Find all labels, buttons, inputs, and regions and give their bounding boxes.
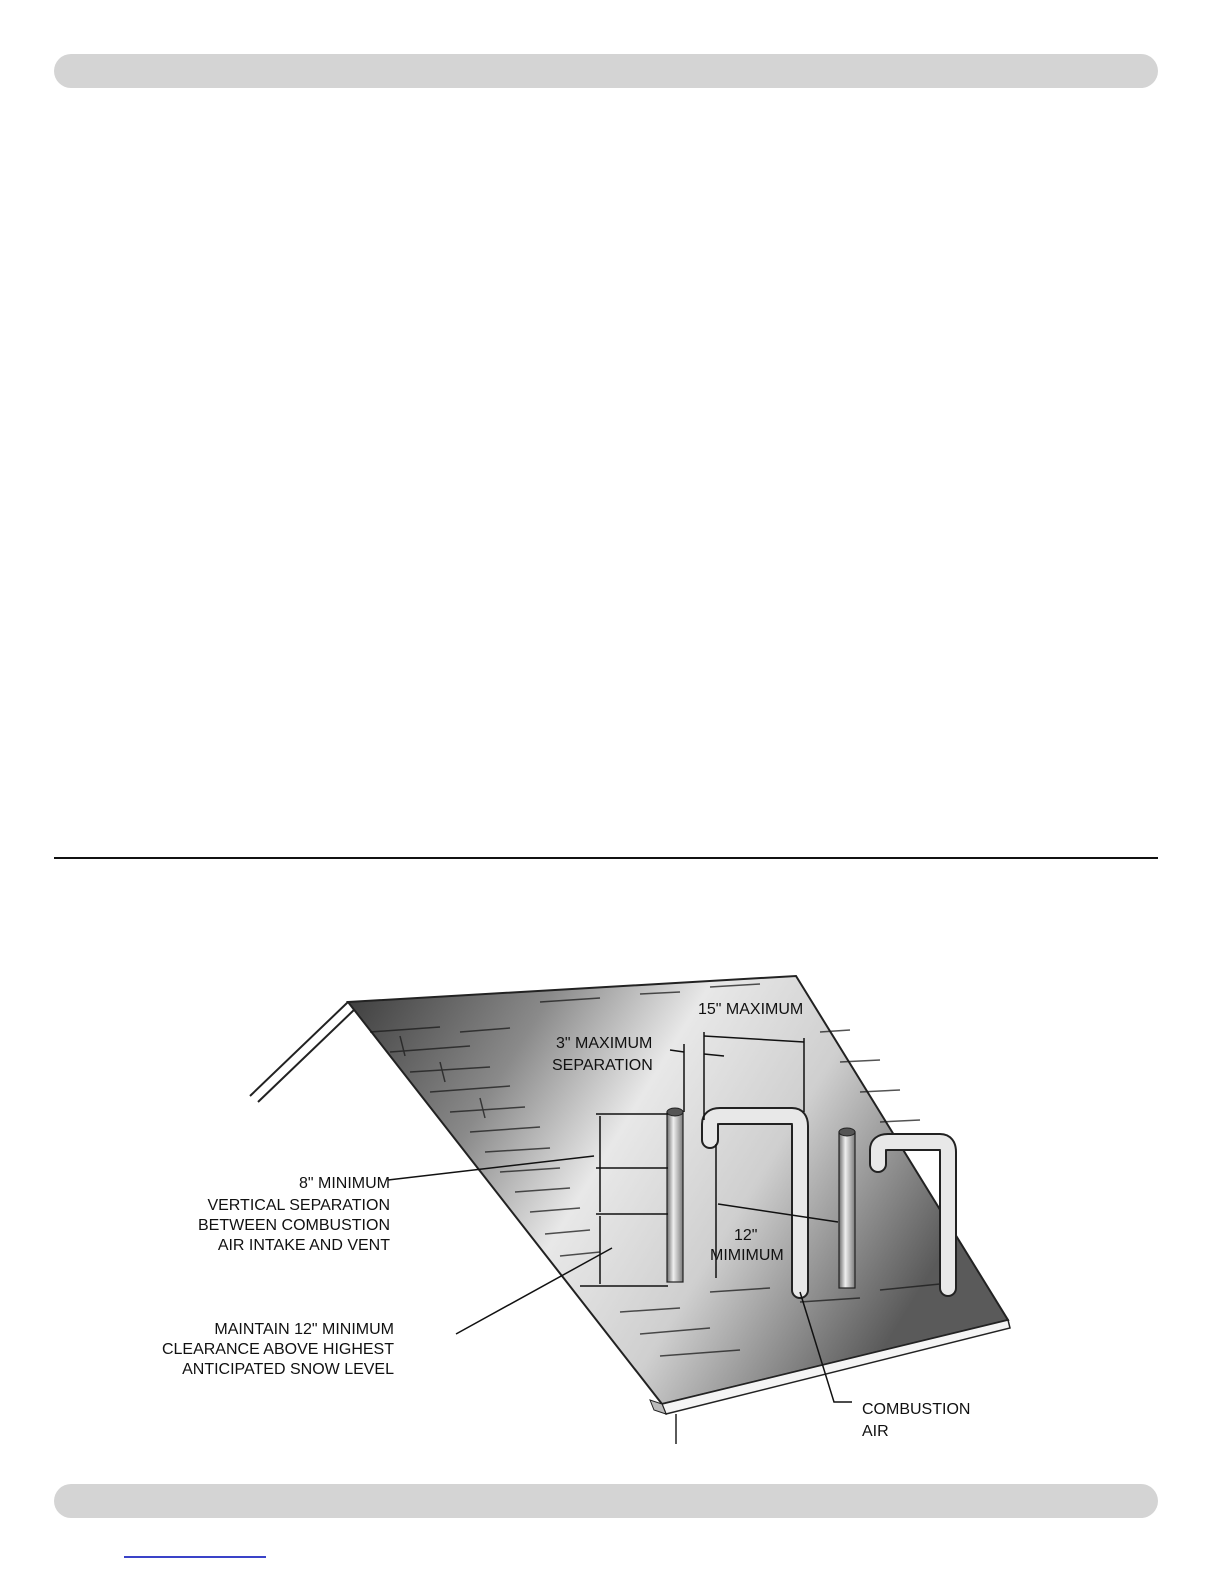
footer-link-underline[interactable] bbox=[124, 1556, 266, 1558]
label-8-min-2: VERTICAL SEPARATION bbox=[207, 1197, 390, 1214]
label-3-max-1: 3" MAXIMUM bbox=[556, 1035, 653, 1052]
label-12-min-2: MIMIMUM bbox=[710, 1247, 784, 1264]
footer-bar bbox=[54, 1484, 1158, 1518]
section-divider bbox=[54, 857, 1158, 859]
header-bar bbox=[54, 54, 1158, 88]
label-8-min-3: BETWEEN COMBUSTION bbox=[197, 1217, 390, 1234]
label-combustion-2: AIR bbox=[862, 1423, 889, 1440]
label-8-min-4: AIR INTAKE AND VENT bbox=[217, 1237, 390, 1254]
label-snow-3: ANTICIPATED SNOW LEVEL bbox=[182, 1361, 394, 1378]
label-8-min-1: 8" MINIMUM bbox=[298, 1175, 390, 1192]
label-snow-1: MAINTAIN 12" MINIMUM bbox=[214, 1321, 394, 1338]
roof-gable-edge bbox=[250, 1002, 356, 1102]
label-snow-2: CLEARANCE ABOVE HIGHEST bbox=[161, 1341, 394, 1358]
label-combustion-1: COMBUSTION bbox=[862, 1401, 971, 1418]
label-15-max: 15" MAXIMUM bbox=[698, 1001, 804, 1018]
vent-pipe-right-straight bbox=[839, 1128, 855, 1288]
vent-pipe-left-straight bbox=[667, 1108, 683, 1282]
label-12-min-1: 12" bbox=[734, 1227, 758, 1244]
roof-vent-diagram bbox=[161, 972, 1000, 1452]
label-3-max-2: SEPARATION bbox=[552, 1057, 653, 1074]
